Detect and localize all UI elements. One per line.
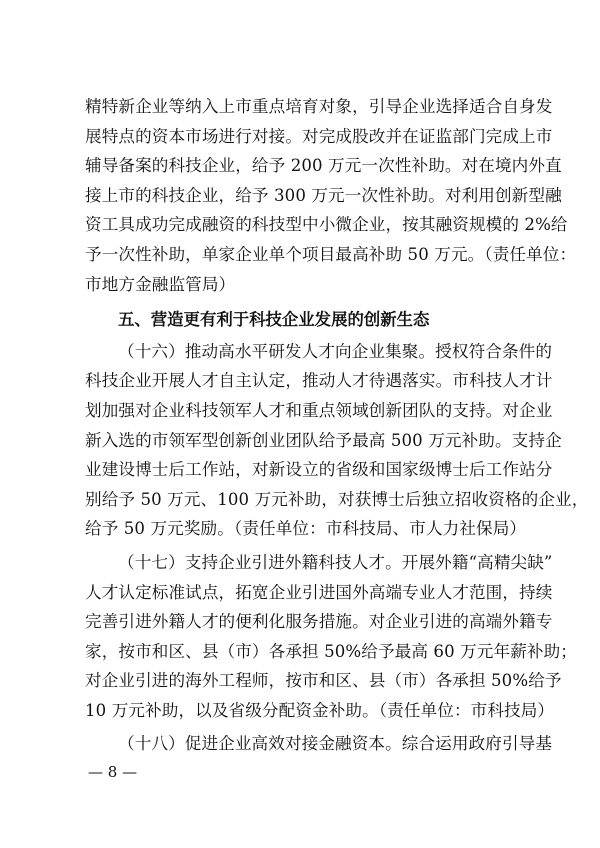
- text-line: （十八）促进企业高效对接金融资本。综合运用政府引导基: [118, 734, 553, 754]
- text-line: 接上市的科技企业，给予 300 万元一次性补助。对利用创新型融: [85, 185, 562, 205]
- page-number: — 8 —: [88, 763, 138, 781]
- text-line: 精特新企业等纳入上市重点培育对象，引导企业选择适合自身发: [85, 97, 553, 116]
- text-line: 10 万元补助，以及省级分配资金补助。（责任单位：市科技局）: [85, 700, 555, 720]
- text-line: 新入选的市领军型创新创业团队给予最高 500 万元补助。支持企: [85, 430, 562, 450]
- text-line: 划加强对企业科技领军人才和重点领域创新团队的支持。对企业: [85, 400, 553, 420]
- paragraph-18: [85, 729, 553, 759]
- text-line: 予一次性补助，单家企业单个项目最高补助 50 万元。（责任单位：: [85, 244, 577, 264]
- text-line: 给予 50 万元奖励。（责任单位：市科技局、市人力社保局）: [85, 519, 527, 539]
- text-line: 别给予 50 万元、100 万元补助，对获博士后独立招收资格的企业，: [85, 489, 589, 509]
- text-line: （十六）推动高水平研发人才向企业集聚。授权符合条件的: [118, 341, 553, 361]
- text-line: 对企业引进的海外工程师，按市和区、县（市）各承担 50%给予: [85, 671, 562, 691]
- text-line: 科技企业开展人才自主认定，推动人才待遇落实。市科技人才计: [85, 371, 553, 391]
- paragraph-16: [85, 337, 589, 544]
- text-line: 辅导备案的科技企业，给予 200 万元一次性补助。对在境内外直: [85, 156, 562, 176]
- section-heading: 五、营造更有利于科技企业发展的创新生态: [118, 310, 430, 330]
- text-line: 完善引进外籍人才的便利化服务措施。对企业引进的高端外籍专: [85, 612, 553, 632]
- text-line: （十七）支持企业引进外籍科技人才。开展外籍“高精尖缺”: [118, 552, 553, 572]
- paragraph-17: [85, 548, 577, 726]
- document-body: [85, 92, 589, 759]
- text-line: 展特点的资本市场进行对接。对完成股改并在证监部门完成上市: [85, 126, 553, 146]
- text-line: 业建设博士后工作站，对新设立的省级和国家级博士后工作站分: [85, 460, 553, 480]
- paragraph-continued: [85, 92, 577, 299]
- text-line: 人才认定标准试点，拓宽企业引进国外高端专业人才范围，持续: [85, 582, 553, 602]
- text-line: 市地方金融监管局）: [85, 274, 236, 294]
- text-line: 资工具成功完成融资的科技型中小微企业，按其融资规模的 2%给: [85, 215, 568, 235]
- text-line: 家，按市和区、县（市）各承担 50%给予最高 60 万元年薪补助；: [85, 641, 577, 661]
